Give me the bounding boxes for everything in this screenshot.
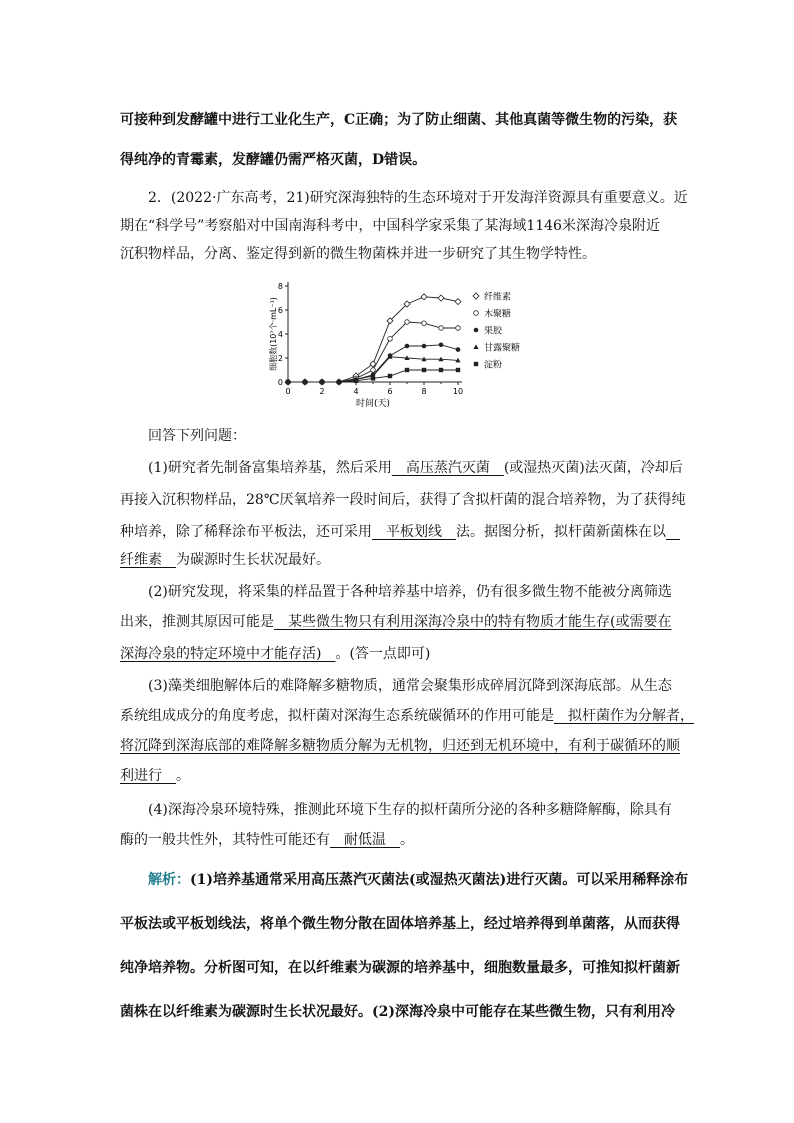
y-tick-label: 4 (277, 330, 283, 339)
legend-label: 淀粉 (484, 360, 503, 371)
data-point (405, 344, 410, 349)
y-tick-label: 2 (277, 354, 283, 363)
answer-3-line (120, 736, 680, 756)
data-point (354, 379, 358, 383)
data-point (371, 376, 375, 380)
chart-legend (473, 291, 520, 371)
data-point (388, 337, 393, 342)
data-point (405, 320, 410, 325)
answer-blank: 高压蒸汽灭菌 (391, 460, 504, 476)
x-tick-label: 8 (421, 387, 427, 396)
answer-2-line: (2)研究发现，将采集的样品置于各种培养基中培养，仍有很多微生物不能被分离筛选 (148, 584, 672, 600)
data-point (439, 326, 444, 331)
legend-label: 木聚糖 (484, 309, 512, 320)
data-point (474, 362, 478, 366)
analysis-line: 菌株在以纤维素为碳源时生长状况最好。(2)深海冷泉中可能存在某些微生物，只有利用冷 (120, 1004, 675, 1020)
y-tick-label: 8 (277, 282, 283, 291)
answer-blank: 深海冷泉的特定环境中才能存活) (120, 646, 336, 662)
data-point (473, 293, 479, 299)
answer-blank: 平板划线 (372, 524, 456, 540)
answer-blank: 拟杆菌作为分解者， (554, 708, 694, 724)
data-point (456, 326, 461, 331)
data-point (439, 343, 444, 348)
answer-3-line: 系统组成成分的角度考虑，拟杆菌对深海生态系统碳循环的作用可能是 拟杆菌作为分解者， (120, 708, 694, 724)
legend-label: 果胶 (484, 326, 503, 337)
text-line: 可接种到发酵罐中进行工业化生产，C正确；为了防止细菌、其他真菌等微生物的污染，获 (120, 112, 678, 128)
data-point (320, 380, 324, 384)
answer-3-line: 利进行 。 (120, 768, 190, 784)
data-point (439, 368, 443, 372)
data-point (303, 380, 307, 384)
answer-1-line: 纤维素 为碳源时生长状况最好。 (120, 552, 330, 568)
data-point (438, 295, 444, 301)
data-point (286, 380, 290, 384)
legend-label: 纤维素 (484, 292, 512, 303)
answer-1-line: 种培养，除了稀释涂布平板法，还可采用 平板划线 法。据图分析，拟杆菌新菌株在以 (120, 522, 676, 542)
x-tick-label: 0 (285, 387, 291, 396)
answer-blank: 将沉降到深海底部的难降解多糖物质分解为无机物，归还到无机环境中，有利于碳循环的顺 (120, 738, 680, 754)
answer-3-line: (3)藻类细胞解体后的难降解多糖物质，通常会聚集形成碎屑沉降到深海底部。从生态 (148, 678, 672, 694)
answer-intro: 回答下列问题： (148, 428, 246, 444)
y-axis-label: 细胞数(10⁷个·mL⁻¹) (269, 297, 278, 371)
data-point (422, 321, 427, 326)
legend-label: 甘露聚糖 (484, 343, 521, 354)
answer-4-line: 酶的一般共性外，其特性可能还有 耐低温 。 (120, 832, 414, 848)
data-point (422, 368, 426, 372)
data-point (371, 368, 376, 373)
question-2-line: 期在“科学号”考察船对中国南海科考中，中国科学家采集了某海域1146米深海冷泉附近 (120, 218, 660, 234)
answer-2-line: 深海冷泉的特定环境中才能存活) 。(答一点即可) (120, 646, 431, 662)
data-point (455, 299, 461, 305)
y-tick-label: 0 (277, 378, 283, 387)
answer-blank: 利进行 (120, 768, 176, 784)
data-point (388, 374, 392, 378)
data-point (456, 368, 460, 372)
data-point (456, 347, 461, 352)
x-tick-label: 2 (319, 387, 325, 396)
growth-chart (270, 280, 530, 415)
question-2-line: 沉积物样品，分离、鉴定得到新的微生物菌株并进一步研究了其生物学特性。 (120, 246, 596, 262)
answer-blank: 纤维素 (120, 552, 176, 568)
data-point (473, 344, 478, 349)
data-point (337, 380, 341, 384)
analysis-line: 平板法或平板划线法，将单个微生物分散在固体培养基上，经过培养得到单菌落，从而获得 (120, 916, 680, 932)
question-2-line: 2．(2022·广东高考，21)研究深海独特的生态环境对于开发海洋资源具有重要意义。近 (148, 190, 688, 206)
analysis-line: 解析：(1)培养基通常采用高压蒸汽灭菌法(或湿热灭菌法)进行灭菌。可以采用稀释涂布 (148, 872, 689, 888)
x-tick-label: 6 (387, 387, 393, 396)
answer-2-line: 出来，推测其原因可能是 某些微生物只有利用深海冷泉中的特有物质才能生存(或需要在 (120, 614, 672, 630)
chart-series (285, 294, 461, 385)
analysis-line: 纯净培养物。分析图可知，在以纤维素为碳源的培养基中，细胞数量最多，可推知拟杆菌新 (120, 960, 680, 976)
answer-blank (666, 524, 680, 540)
answer-blank: 耐低温 (330, 832, 400, 848)
x-axis-label: 时间(天) (355, 399, 391, 409)
data-point (421, 294, 427, 300)
data-point (474, 311, 479, 316)
data-point (422, 344, 427, 349)
answer-1-line: 再接入沉积物样品，28℃厌氧培养一段时间后，获得了含拟杆菌的混合培养物，为了获得纯 (120, 492, 686, 508)
answer-1-line: (1)研究者先制备富集培养基，然后采用 高压蒸汽灭菌 (或湿热灭菌)法灭菌，冷却后 (148, 460, 683, 476)
y-tick-label: 6 (277, 306, 283, 315)
answer-4-line: (4)深海冷泉环境特殊，推测此环境下生存的拟杆菌所分泌的各种多糖降解酶，除具有 (148, 802, 672, 818)
data-point (474, 328, 479, 333)
analysis-label: 解析： (148, 872, 190, 888)
x-tick-label: 4 (353, 387, 359, 396)
answer-blank: 某些微生物只有利用深海冷泉中的特有物质才能生存(或需要在 (274, 614, 672, 630)
text-line: 得纯净的青霉素，发酵罐仍需严格灭菌，D错误。 (120, 152, 427, 168)
data-point (405, 368, 409, 372)
x-tick-label: 10 (452, 387, 464, 396)
